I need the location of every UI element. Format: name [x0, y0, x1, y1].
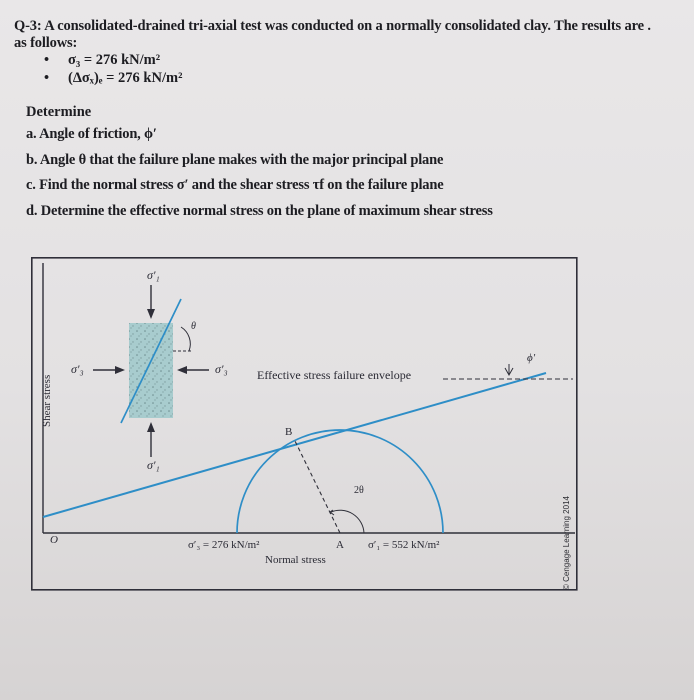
soil-sample — [129, 323, 173, 418]
sigma3-value-label: σ′₃ = 276 kN/m² — [188, 539, 260, 551]
theta-arc — [181, 327, 190, 351]
bullet-icon: • — [44, 70, 50, 86]
figure-frame — [32, 258, 577, 590]
mohr-circle — [237, 430, 443, 533]
x-axis-label: Normal stress — [265, 554, 326, 566]
two-theta-arc — [331, 510, 364, 533]
envelope-label: Effective stress failure envelope — [257, 368, 412, 382]
given-deviator-stress: (Δσₓ)ₑ = 276 kN/m² — [68, 70, 183, 86]
theta-label: θ — [191, 321, 196, 332]
point-b-label: B — [285, 426, 293, 438]
question-text — [14, 18, 674, 52]
determine-heading: Determine — [26, 104, 92, 120]
sigma1-top-label: σ′₁ — [147, 268, 160, 282]
part-c: c. Find the normal stress σ′ and the shear stress τf on the failure plane — [26, 177, 444, 193]
point-a-label: A — [336, 539, 344, 551]
sigma1-bottom-label: σ′₁ — [147, 458, 160, 472]
question-title: Q-3: A consolidated-drained tri-axial test was conducted on a normally consolidated clay. The results are — [14, 18, 644, 34]
sigma3-right-label: σ′₃ — [215, 362, 228, 376]
two-theta-label: 2θ — [354, 485, 364, 496]
radius-line — [295, 441, 340, 533]
trailing-dot: . — [647, 18, 651, 34]
bullet-icon: • — [44, 52, 50, 68]
given-sigma3: σ₃ = 276 kN/m² — [68, 52, 161, 68]
sigma1-value-label: σ′₁ = 552 kN/m² — [368, 539, 440, 551]
y-axis-label: Shear stress — [41, 374, 53, 427]
friction-angle-label: ϕ′ — [527, 352, 536, 364]
question-title-continued: as follows: — [14, 35, 78, 51]
part-d: d. Determine the effective normal stress on the plane of maximum shear stress — [26, 202, 493, 219]
part-a: a. Angle of friction, ϕ′ — [26, 126, 157, 142]
question-parts — [26, 122, 493, 224]
origin-label: O — [50, 534, 58, 546]
mohr-circle-figure — [31, 257, 578, 591]
sigma3-left-label: σ′₃ — [71, 362, 84, 376]
part-b: b. Angle θ that the failure plane makes with the major principal plane — [26, 151, 444, 168]
copyright-credit: © Cengage Learning 2014 — [562, 496, 571, 590]
failure-envelope-line — [43, 373, 546, 517]
